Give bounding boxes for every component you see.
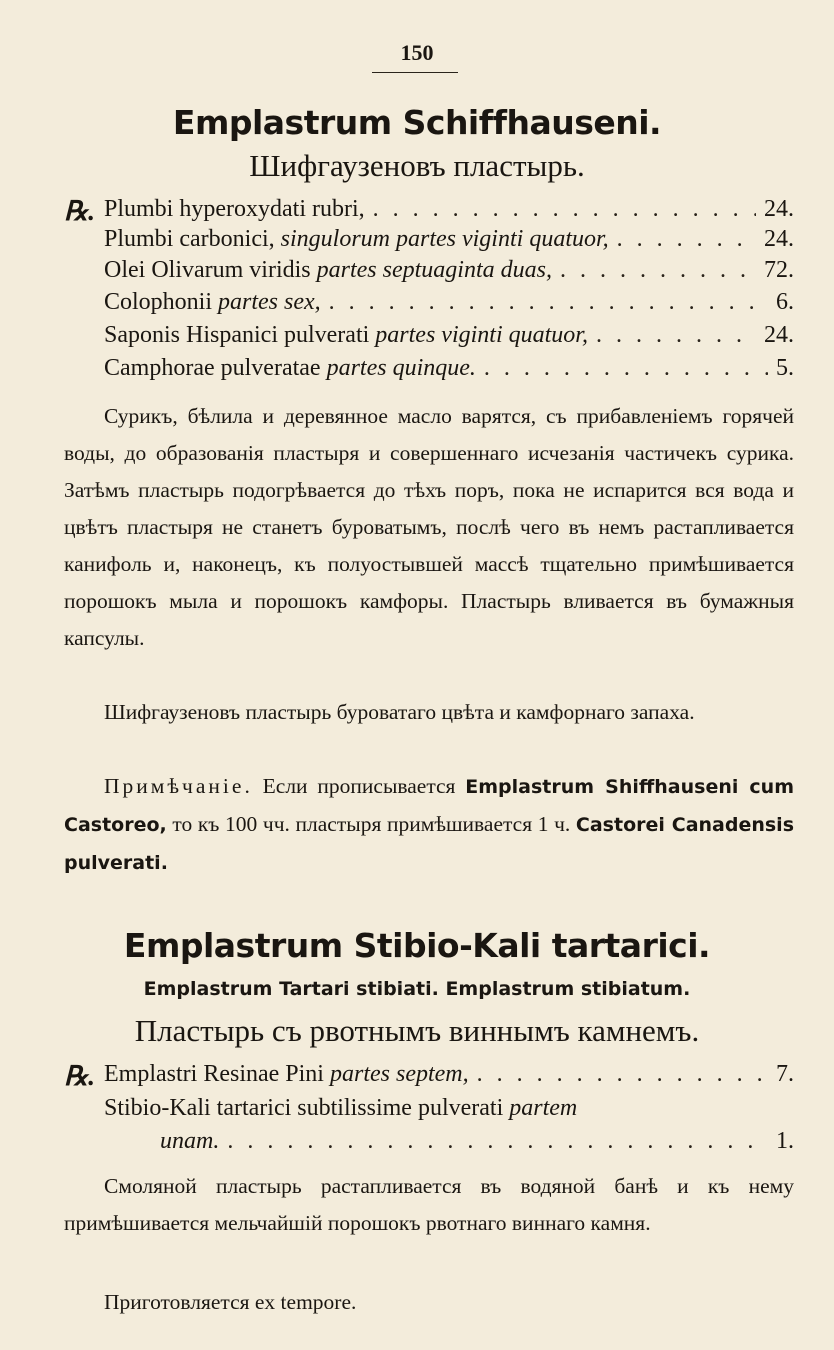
ingredient-name: unam. — [160, 1128, 220, 1154]
ingredient-row — [104, 226, 794, 256]
recipe-symbol: ℞. — [64, 1061, 95, 1091]
ingredient-qty: 72. — [764, 257, 794, 283]
recipe-symbol: ℞. — [64, 196, 95, 226]
ingredient-qty: 24. — [764, 196, 794, 222]
ingredient-qty: 6. — [776, 289, 794, 315]
ingredient-row — [104, 289, 794, 319]
note-label: Примѣчаніе. — [104, 774, 253, 798]
note-text: то къ 100 чч. пластыря примѣшивается 1 ч. — [172, 812, 571, 836]
section2-title-russian: Пластырь съ рвотнымъ виннымъ камнемъ. — [134, 1013, 700, 1048]
section2-synonyms: Emplastrum Tartari stibiati. Emplastrum stibiatum. — [143, 978, 691, 1000]
ingredient-row — [104, 355, 794, 385]
section2-paragraph-preparation: Смоляной пластырь растапливается въ водяной банѣ и къ нему примѣшивается мельчайшій порошокъ рвотнаго виннаго камня. — [64, 1174, 794, 1235]
ingredient-row — [160, 1128, 794, 1158]
ingredient-row — [104, 1061, 794, 1091]
leader-dots — [373, 196, 756, 223]
ingredient-qty: 24. — [764, 226, 794, 252]
ingredient-name: Colophonii partes sex, — [104, 289, 321, 315]
ingredient-row-continued — [104, 1095, 794, 1122]
ingredient-name: Camphorae pulveratae partes quinque. — [104, 355, 476, 381]
ingredient-qty: 24. — [764, 322, 794, 348]
leader-dots — [329, 289, 768, 316]
section1-paragraph-preparation: Сурикъ, бѣлила и деревянное масло варятся, съ прибавленіемъ горячей воды, до образованія пластыря и совершеннаго исчезанія частичекъ сурика. Затѣмъ пластырь подогрѣвается до тѣхъ поръ, пока не испарится вся вода и цвѣтъ пластыря не станетъ буроватымъ, послѣ чего въ немъ растапливается канифоль и, наконецъ, къ полуостывшей массѣ тщательно примѣшивается порошокъ мыла и порошокъ камфоры. Пластырь вливается въ бумажныя капсулы. — [64, 404, 794, 650]
ingredient-row — [104, 322, 794, 352]
leader-dots — [596, 322, 756, 349]
ingredient-dose: partem — [509, 1095, 578, 1121]
note-bold-latin: Emplastrum Shiffhauseni cum Castoreo, — [64, 776, 795, 836]
page-number-rule — [372, 72, 458, 73]
ingredient-name: Plumbi hyperoxydati rubri, — [104, 196, 365, 222]
ingredient-name: Plumbi carbonici, singulorum partes viginti quatuor, — [104, 226, 609, 252]
ingredient-qty: 5. — [776, 355, 794, 381]
leader-dots — [617, 226, 756, 253]
note-text: Если прописывается — [262, 774, 456, 798]
leader-dots — [227, 1128, 768, 1155]
ingredient-name: Emplastri Resinae Pini partes septem, — [104, 1061, 469, 1087]
page-number: 150 — [400, 40, 434, 65]
section1-note — [64, 768, 794, 882]
leader-dots — [484, 355, 768, 382]
ingredient-qty: 7. — [776, 1061, 794, 1087]
section2-paragraph-note: Приготовляется ex tempore. — [104, 1290, 357, 1314]
ingredient-row — [104, 257, 794, 287]
section1-paragraph-description: Шифгаузеновъ пластырь буроватаго цвѣта и камфорнаго запаха. — [104, 700, 695, 724]
note-bold-latin: Castorei Canadensis pulverati. — [64, 814, 795, 874]
ingredient-row — [104, 196, 794, 226]
section1-title-latin: Emplastrum Schiffhauseni. — [172, 103, 662, 142]
ingredient-qty: 1. — [776, 1128, 794, 1154]
ingredient-name: Olei Olivarum viridis partes septuaginta duas, — [104, 257, 552, 283]
section2-title-latin: Emplastrum Stibio-Kali tartarici. — [123, 926, 711, 965]
leader-dots — [560, 257, 756, 284]
leader-dots — [477, 1061, 768, 1088]
ingredient-name: Saponis Hispanici pulverati partes viginti quatuor, — [104, 322, 588, 348]
section1-title-russian: Шифгаузеновъ пластырь. — [249, 148, 585, 183]
ingredient-name: Stibio-Kali tartarici subtilissime pulverati — [104, 1095, 504, 1121]
